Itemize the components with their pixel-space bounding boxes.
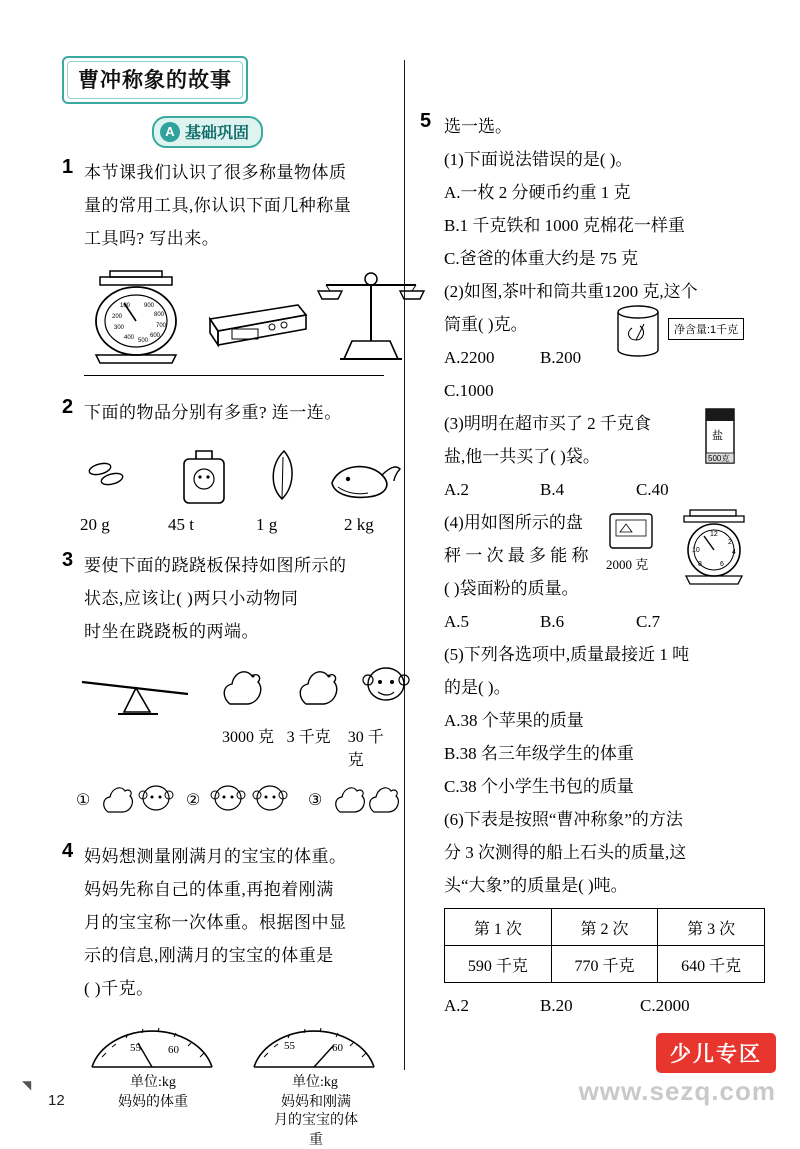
q5-3-options: [444, 473, 765, 506]
q5-6-option-b[interactable]: B.20: [540, 996, 573, 1015]
q5-3-stem-line-2: 盐,他一共买了( )袋。: [444, 447, 600, 466]
table-header-row: [445, 909, 765, 946]
question-4-figures: [62, 1013, 392, 1148]
question-5-title: 选一选。: [444, 117, 512, 136]
salt-bag-weight: 500克: [708, 454, 730, 463]
q2-answer-1: 20 g: [80, 515, 110, 534]
question-2-figures: [62, 435, 392, 513]
q5-6-stem-line-2: 分 3 次测得的船上石头的质量,这: [444, 843, 687, 862]
bathroom-scale-dial-2: [248, 1013, 380, 1073]
question-3-line-3: 时坐在跷跷板的两端。: [84, 622, 259, 641]
platform-scale-icon: [670, 506, 760, 588]
feather-icon: [262, 447, 308, 509]
q5-4-stem-line-2: 秤 一 次 最 多 能 称: [444, 546, 589, 565]
monkey-icon-3: [206, 778, 250, 818]
question-4: [62, 840, 392, 1148]
svg-text:8: 8: [698, 561, 702, 568]
svg-text:10: 10: [692, 547, 700, 554]
badge-label: 基础巩固: [185, 125, 250, 142]
whale-icon: [324, 451, 404, 511]
q5-6-option-a[interactable]: A.2: [444, 996, 470, 1015]
seesaw-icon: [78, 660, 198, 720]
left-column: [62, 156, 392, 1148]
suitcase-icon: [172, 443, 238, 509]
question-5: [420, 110, 765, 1022]
q5-1-option-a[interactable]: A.一枚 2 分硬币约重 1 克: [444, 183, 631, 202]
question-2-line-1: 下面的物品分别有多重? 连一连。: [84, 403, 342, 422]
svg-text:55: 55: [284, 1040, 295, 1052]
question-4-line-1: 妈妈想测量刚满月的宝宝的体重。: [84, 847, 347, 866]
q5-2-option-b[interactable]: B.200: [540, 348, 582, 367]
q5-4-options: [444, 605, 765, 638]
q3-weight-2: 3 千克: [286, 729, 331, 746]
balance-scale-icon: [312, 263, 432, 373]
svg-text:900: 900: [144, 303, 155, 309]
svg-text:60: 60: [168, 1044, 179, 1056]
q5-6-option-c[interactable]: C.2000: [640, 996, 690, 1015]
flour-bag-label: 2000 克: [606, 557, 649, 572]
question-3-line-2: 状态,应该让( )两只小动物同: [84, 589, 299, 608]
digital-scale-icon: [202, 285, 312, 390]
q2-answer-4: 2 kg: [344, 515, 374, 534]
q5-1-option-c[interactable]: C.爸爸的体重大约是 75 克: [444, 249, 639, 268]
question-1: [62, 156, 392, 376]
q2-answer-2: 45 t: [168, 515, 194, 534]
svg-text:60: 60: [332, 1042, 343, 1054]
table-header-1: 第 1 次: [445, 909, 552, 946]
q5-6-options: [444, 989, 765, 1022]
flour-bag-icon: [604, 510, 660, 556]
question-2: [62, 396, 392, 535]
svg-text:4: 4: [732, 549, 736, 556]
q5-5-option-a[interactable]: A.38 个苹果的质量: [444, 711, 584, 730]
question-1-line-1: 本节课我们认识了很多称量物体质: [84, 163, 347, 182]
goose-icon-3: [96, 778, 136, 818]
scale-1-unit: 单位:kg: [130, 1075, 176, 1090]
goose-icon-5: [362, 778, 402, 818]
svg-text:2: 2: [728, 539, 732, 546]
tea-can-figure: [610, 302, 760, 364]
page-number: 12: [48, 1092, 65, 1109]
svg-text:55: 55: [130, 1042, 141, 1054]
pills-icon: [84, 457, 144, 497]
question-4-line-2: 妈妈先称自己的体重,再抱着刚满: [84, 880, 334, 899]
bathroom-scale-dial-1: [86, 1013, 218, 1073]
q3-choice-2[interactable]: ②: [186, 792, 201, 809]
table-header-2: 第 2 次: [551, 909, 658, 946]
q3-choice-3[interactable]: ③: [308, 792, 323, 809]
question-3-figures: [62, 654, 392, 722]
svg-text:100: 100: [120, 303, 131, 309]
question-3-choices: [62, 774, 392, 826]
tea-can-label: 净含量:1千克: [668, 318, 744, 340]
salt-bag-label: 盐: [712, 430, 723, 442]
question-5-number: 5: [420, 110, 432, 132]
goose-icon-2: [288, 658, 346, 710]
scale-1-caption: 妈妈的体重: [118, 1095, 188, 1110]
svg-text:6: 6: [720, 561, 724, 568]
spring-scale-icon: [80, 263, 200, 368]
table-value-3: 640 千克: [658, 946, 765, 983]
scale-2-caption-2: 月的宝宝的体重: [274, 1113, 358, 1148]
q5-5-stem-line-2: 的是( )。: [444, 678, 511, 697]
svg-text:500: 500: [138, 338, 149, 344]
svg-text:200: 200: [112, 314, 123, 320]
q5-5-option-b[interactable]: B.38 名三年级学生的体重: [444, 744, 634, 763]
question-3-weights: [222, 724, 392, 770]
q5-2-option-a[interactable]: A.2200: [444, 348, 495, 367]
q5-3-option-b[interactable]: B.4: [540, 480, 565, 499]
corner-mark-icon: ◥: [22, 1078, 32, 1092]
q3-choice-1[interactable]: ①: [76, 792, 91, 809]
q5-4-option-b[interactable]: B.6: [540, 612, 565, 631]
right-column: [420, 110, 765, 1022]
scale-2-caption-1: 妈妈和刚满: [281, 1095, 351, 1110]
monkey-icon-4: [248, 778, 292, 818]
q5-2-stem-line-2: 筒重( )克。: [444, 315, 528, 334]
q5-3-option-c[interactable]: C.40: [636, 480, 669, 499]
q2-answer-3: 1 g: [256, 515, 278, 534]
column-divider: [404, 60, 405, 1070]
watermark-logo: 少儿专区: [656, 1033, 776, 1073]
question-3-number: 3: [62, 549, 74, 571]
svg-text:12: 12: [710, 531, 718, 538]
q5-6-stem-line-1: (6)下表是按照“曹冲称象”的方法: [444, 810, 683, 829]
flour-bag-figure: [604, 510, 660, 572]
svg-text:800: 800: [154, 312, 165, 318]
q5-1-option-b[interactable]: B.1 千克铁和 1000 克棉花一样重: [444, 216, 685, 235]
q5-4-stem-line-3: ( )袋面粉的质量。: [444, 579, 579, 598]
q5-4-stem-line-1: (4)用如图所示的盘: [444, 513, 583, 532]
q5-4-option-a[interactable]: A.5: [444, 612, 470, 631]
question-1-number: 1: [62, 156, 74, 178]
q5-5-stem-line-1: (5)下列各选项中,质量最接近 1 吨: [444, 645, 690, 664]
goose-icon-1: [212, 658, 270, 710]
scale-2-unit: 单位:kg: [292, 1075, 338, 1090]
q5-4-option-c[interactable]: C.7: [636, 612, 661, 631]
svg-text:300: 300: [114, 325, 125, 331]
badge-letter: A: [160, 122, 180, 142]
question-2-answers: [80, 515, 392, 535]
q3-weight-1: 3000 克: [222, 729, 275, 746]
section-badge: [152, 116, 263, 148]
table-value-1: 590 千克: [445, 946, 552, 983]
page-title: 曹冲称象的故事: [62, 56, 248, 104]
question-1-line-3: 工具吗? 写出来。: [84, 229, 220, 248]
question-1-line-2: 量的常用工具,你认识下面几种称量: [84, 196, 352, 215]
question-4-line-4: 示的信息,刚满月的宝宝的体重是: [84, 946, 334, 965]
q5-3-option-a[interactable]: A.2: [444, 480, 470, 499]
q5-1-stem: (1)下面说法错误的是( )。: [444, 150, 633, 169]
table-value-2: 770 千克: [551, 946, 658, 983]
question-2-number: 2: [62, 396, 74, 418]
question-4-line-5: ( )千克。: [84, 979, 154, 998]
monkey-icon-2: [134, 778, 178, 818]
table-header-3: 第 3 次: [658, 909, 765, 946]
svg-text:600: 600: [150, 333, 161, 339]
table-row: [445, 946, 765, 983]
q5-2-option-c[interactable]: C.1000: [444, 381, 494, 400]
q5-5-option-c[interactable]: C.38 个小学生书包的质量: [444, 777, 634, 796]
q5-6-stem-line-3: 头“大象”的质量是( )吨。: [444, 876, 628, 895]
salt-bag-figure: [698, 405, 744, 467]
tea-can-icon: [610, 302, 666, 360]
q5-3-stem-line-1: (3)明明在超市买了 2 千克食: [444, 414, 651, 433]
question-1-figures: [62, 263, 392, 373]
svg-text:700: 700: [156, 323, 167, 329]
question-4-line-3: 月的宝宝称一次体重。根据图中显: [84, 913, 347, 932]
monkey-icon-1: [358, 658, 416, 710]
svg-text:400: 400: [124, 335, 135, 341]
question-3: [62, 549, 392, 826]
question-4-number: 4: [62, 840, 74, 862]
stone-weight-table: [444, 908, 765, 983]
question-3-line-1: 要使下面的跷跷板保持如图所示的: [84, 556, 347, 575]
q3-weight-3: 30 千克: [347, 729, 384, 769]
q5-2-stem-line-1: (2)如图,茶叶和筒共重1200 克,这个: [444, 282, 698, 301]
watermark-url: www.sezq.com: [578, 1076, 776, 1106]
